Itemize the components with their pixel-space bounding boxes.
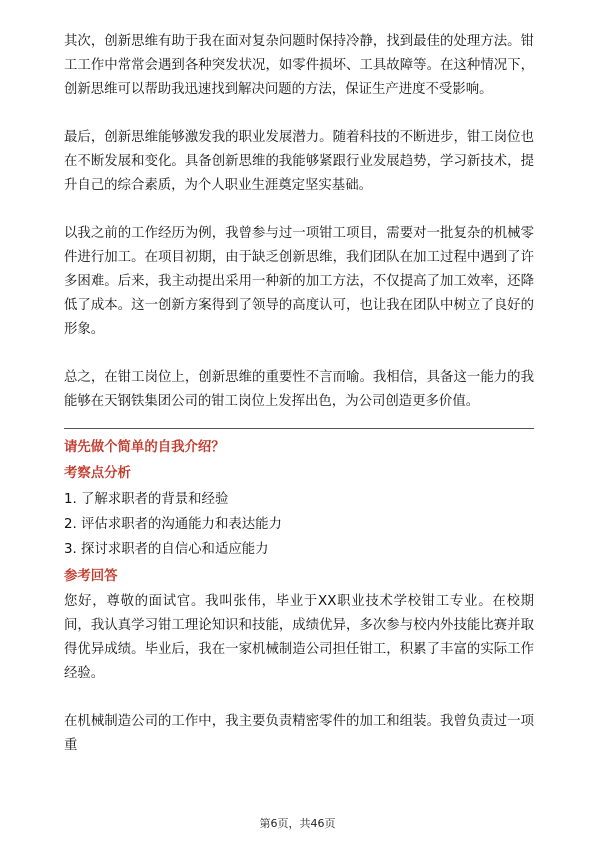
- analysis-title: 考察点分析: [64, 466, 131, 481]
- paragraph-gap: [64, 342, 534, 366]
- paragraph-gap: [64, 686, 534, 710]
- body-paragraph: 最后，创新思维能够激发我的职业发展潜力。随着科技的不断进步，钳工岗位也在不断发展和变化。具备创新思维的我能够紧跟行业发展趋势，学习新技术，提升自己的综合素质，为个人职业生涯奠定坚实基础。: [64, 130, 534, 193]
- list-item: 3. 探讨求职者的自信心和适应能力: [64, 542, 269, 557]
- answer-title: 参考回答: [64, 569, 118, 584]
- document-page: [64, 30, 534, 758]
- analysis-list: [64, 487, 534, 562]
- list-item: 2. 评估求职者的沟通能力和表达能力: [64, 517, 282, 532]
- section-divider: [64, 428, 534, 429]
- body-paragraph: 总之，在钳工岗位上，创新思维的重要性不言而喻。我相信，具备这一能力的我能够在天钢铁集团公司的钳工岗位上发挥出色，为公司创造更多价值。: [64, 370, 534, 409]
- list-item: 1. 了解求职者的背景和经验: [64, 492, 229, 507]
- answer-paragraph: 在机械制造公司的工作中，我主要负责精密零件的加工和组装。我曾负责过一项重: [64, 714, 534, 753]
- answer-paragraph: 您好，尊敬的面试官。我叫张伟，毕业于XX职业技术学校钳工专业。在校期间，我认真学习钳工理论知识和技能，成绩优异，多次参与校内外技能比赛并取得优异成绩。毕业后，我在一家机械制造公司担任钳工，积累了丰富的实际工作经验。: [64, 594, 534, 681]
- body-paragraph: 其次，创新思维有助于我在面对复杂问题时保持冷静，找到最佳的处理方法。钳工工作中常常会遇到各种突发状况，如零件损坏、工具故障等。在这种情况下，创新思维可以帮助我迅速找到解决问题的方法，保证生产进度不受影响。: [64, 34, 534, 97]
- body-paragraph: 以我之前的工作经历为例，我曾参与过一项钳工项目，需要对一批复杂的机械零件进行加工。在项目初期，由于缺乏创新思维，我们团队在加工过程中遇到了许多困难。后来，我主动提出采用一种新的加工方法，不仅提高了加工效率，还降低了成本。这一创新方案得到了领导的高度认可，也让我在团队中树立了良好的形象。: [64, 226, 534, 337]
- paragraph-gap: [64, 102, 534, 126]
- paragraph-gap: [64, 198, 534, 222]
- page-number: 第6页，共46页: [259, 817, 336, 830]
- question-heading: 请先做个简单的自我介绍？: [64, 440, 225, 455]
